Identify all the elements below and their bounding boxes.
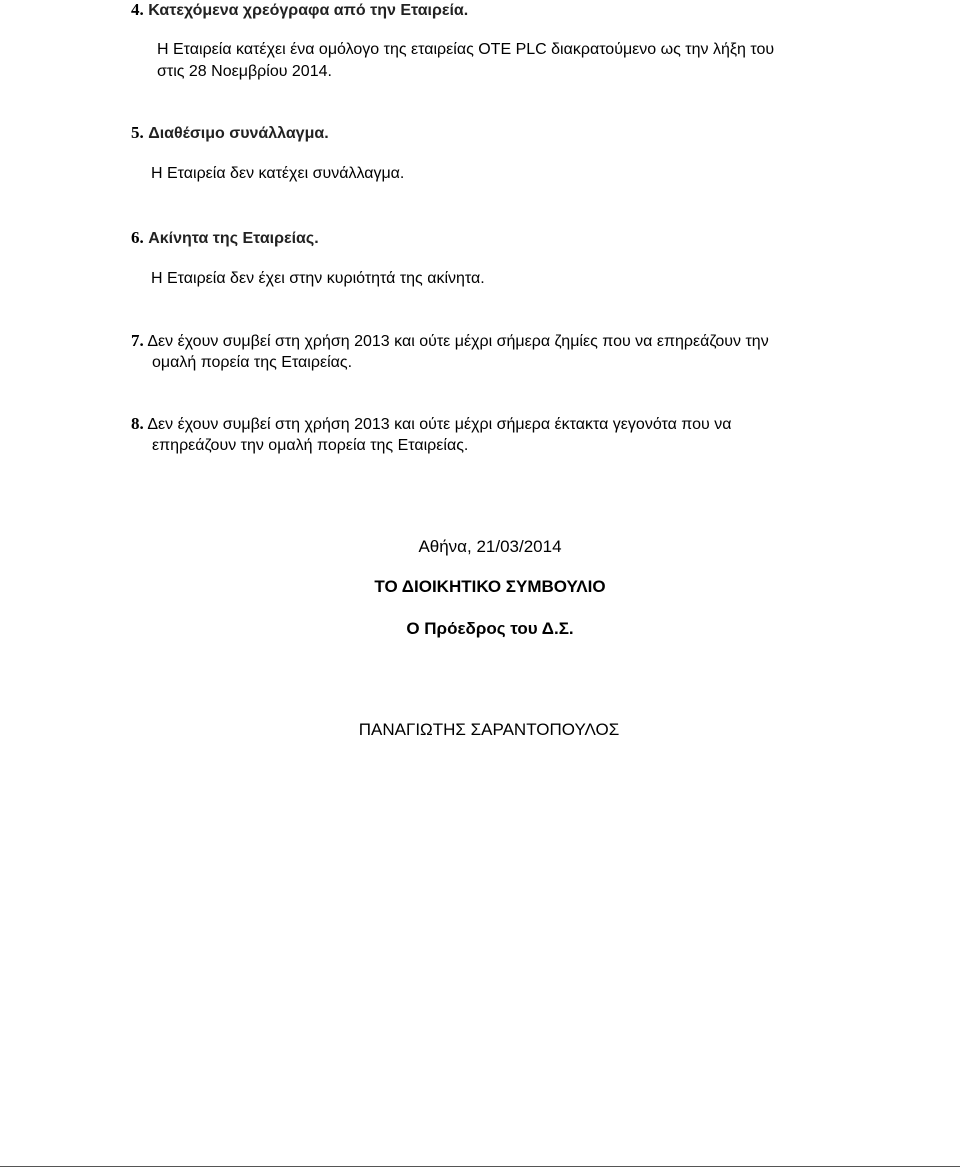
section-5-heading (131, 123, 329, 144)
section-8-text-1: Δεν έχουν συμβεί στη χρήση 2013 και ούτε μέχρι σήμερα έκτακτα γεγονότα που να (147, 416, 732, 433)
section-7-line-1 (131, 331, 769, 352)
section-5-body-line-1: Η Εταιρεία δεν κατέχει συνάλλαγμα. (151, 165, 405, 182)
section-4-body-line-1: Η Εταιρεία κατέχει ένα ομόλογο της εταιρείας ΟΤΕ PLC διακρατούμενο ως την λήξη του (157, 41, 775, 58)
section-8-line-2: επηρεάζουν την ομαλή πορεία της Εταιρείας. (152, 437, 469, 454)
footer-rule (0, 1166, 960, 1167)
section-5-title: Διαθέσιμο συνάλλαγμα. (148, 125, 329, 142)
section-4-heading (131, 0, 468, 21)
section-4-title: Κατεχόμενα χρεόγραφα από την Εταιρεία. (148, 2, 469, 19)
section-7-text-1: Δεν έχουν συμβεί στη χρήση 2013 και ούτε μέχρι σήμερα ζημίες που να επηρεάζουν την (147, 333, 769, 350)
section-4-body-line-2: στις 28 Νοεμβρίου 2014. (157, 63, 332, 80)
board-title: ΤΟ ΔΙΟΙΚΗΤΙΚΟ ΣΥΜΒΟΥΛΙΟ (374, 577, 606, 596)
section-5-number: 5. (131, 123, 144, 142)
section-8-number: 8. (131, 414, 144, 433)
section-4-number: 4. (131, 0, 144, 19)
section-6-number: 6. (131, 228, 144, 247)
place-date: Αθήνα, 21/03/2014 (418, 537, 562, 556)
section-7-line-2: ομαλή πορεία της Εταιρείας. (152, 354, 353, 371)
section-6-body-line-1: Η Εταιρεία δεν έχει στην κυριότητά της ακίνητα. (151, 270, 485, 287)
section-7-number: 7. (131, 331, 144, 350)
section-8-line-1 (131, 414, 731, 435)
chairman-role: Ο Πρόεδρος του Δ.Σ. (406, 619, 574, 638)
chairman-name: ΠΑΝΑΓΙΩΤΗΣ ΣΑΡΑΝΤΟΠΟΥΛΟΣ (358, 720, 620, 739)
section-6-heading (131, 228, 319, 249)
section-6-title: Ακίνητα της Εταιρείας. (148, 230, 319, 247)
